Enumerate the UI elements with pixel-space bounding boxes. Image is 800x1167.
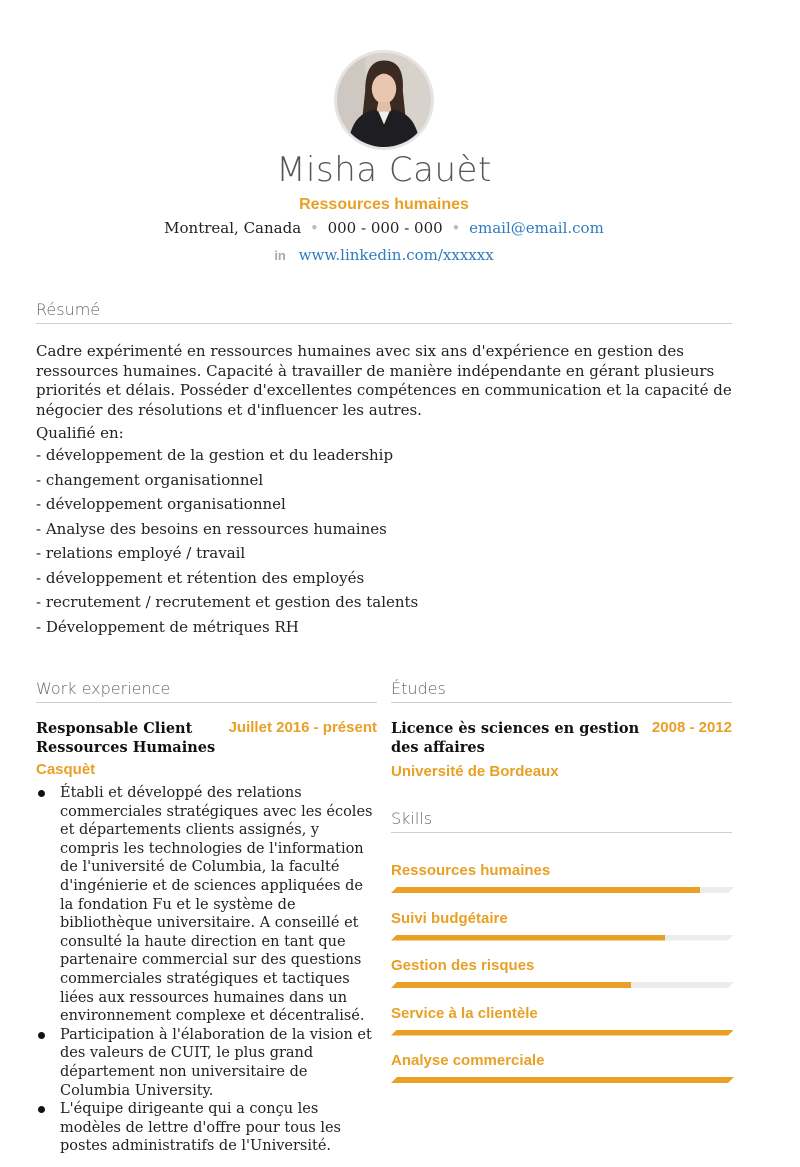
email-link[interactable]: email@email.com xyxy=(469,219,604,237)
qualification-item: - développement et rétention des employés xyxy=(36,568,365,587)
qualification-item: - Analyse des besoins en ressources humaines xyxy=(36,519,387,538)
work-section-title: Work experience xyxy=(36,679,377,703)
education-header xyxy=(391,719,732,757)
linkedin-link[interactable]: www.linkedin.com/xxxxxx xyxy=(298,246,494,264)
qualification-item: - développement de la gestion et du leadership xyxy=(36,446,394,464)
separator-dot: • xyxy=(309,219,319,237)
job-date: Juillet 2016 - présent xyxy=(228,719,377,736)
skill-item xyxy=(391,833,732,881)
skills-section-title: Skills xyxy=(391,809,732,833)
qualified-label: Qualifié en: xyxy=(36,424,124,442)
skill-name: Gestion des risques xyxy=(391,957,535,974)
education-date: 2008 - 2012 xyxy=(651,719,732,736)
linkedin-row xyxy=(0,246,768,264)
job-title: Responsable Client Ressources Humaines xyxy=(36,720,216,756)
job-bullet-list xyxy=(36,784,377,1156)
education-section-title: Études xyxy=(391,679,732,703)
degree-title: Licence ès sciences en gestion des affaires xyxy=(391,720,640,756)
qualification-item: - développement organisationnel xyxy=(36,495,286,513)
portrait-image xyxy=(337,53,431,147)
job-bullet: Établi et développé des relations commerciales stratégiques avec les écoles et départements clients assignés, y compris les technologies de l'information de l'université de Columbia, la faculté d'ingénierie et de sciences appliquées de la fondation Fu et le système de bibliothèque universitaire. A conseillé et consulté la haute direction en tant que partenaire commercial sur des questions commerciales stratégiques et tactiques liées aux ressources humaines dans un environnement complexe et décentralisé. xyxy=(36,784,377,1026)
skill-item xyxy=(391,976,732,1024)
company-name: Casquèt xyxy=(36,761,96,778)
skill-name: Ressources humaines xyxy=(391,862,551,879)
qualification-item: - relations employé / travail xyxy=(36,544,246,562)
phone-text: 000 - 000 - 000 xyxy=(327,219,443,237)
candidate-name: Misha Cauèt xyxy=(276,150,492,190)
qualification-list xyxy=(36,443,732,639)
skill-item xyxy=(391,881,732,929)
skill-bar-track xyxy=(391,1077,734,1083)
skill-item xyxy=(391,1023,732,1071)
school-name: Université de Bordeaux xyxy=(391,763,559,780)
skill-item xyxy=(391,928,732,976)
separator-dot: • xyxy=(451,219,461,237)
skill-bar-fill xyxy=(391,1077,734,1083)
resume-section-title: Résumé xyxy=(36,300,732,324)
linkedin-icon: in xyxy=(274,248,286,263)
work-experience-section xyxy=(36,679,377,1156)
skills-section xyxy=(391,809,732,1071)
resume-summary: Cadre expérimenté en ressources humaines avec six ans d'expérience en gestion des ressources humaines. Capacité à travailler de manière indépendante en gérant plusieurs priorités et délais. Posséder d'excellentes compétences en communication et la capacité de négocier des résolutions et d'influencer les autres. xyxy=(36,342,732,419)
skills-list xyxy=(391,833,732,1071)
qualification-item: - Développement de métriques RH xyxy=(36,617,299,636)
location-text: Montreal, Canada xyxy=(164,219,302,237)
job-bullet: L'équipe dirigeante qui a conçu les modèles de lettre d'offre pour tous les postes administratifs de l'Université. xyxy=(36,1100,377,1156)
qualification-item: - recrutement / recrutement et gestion des talents xyxy=(36,593,419,611)
skill-name: Suivi budgétaire xyxy=(391,909,508,927)
qualification-item: - changement organisationnel xyxy=(36,470,264,489)
skill-name: Analyse commerciale xyxy=(391,1052,545,1069)
contact-line xyxy=(0,219,768,237)
job-bullet: Participation à l'élaboration de la vision et des valeurs de CUIT, le plus grand département non universitaire de Columbia University. xyxy=(36,1026,377,1100)
education-section xyxy=(391,679,732,780)
job-header xyxy=(36,719,377,757)
candidate-role: Ressources humaines xyxy=(299,196,469,213)
profile-photo xyxy=(334,50,434,150)
resume-section xyxy=(36,300,732,639)
skill-name: Service à la clientèle xyxy=(391,1004,538,1022)
